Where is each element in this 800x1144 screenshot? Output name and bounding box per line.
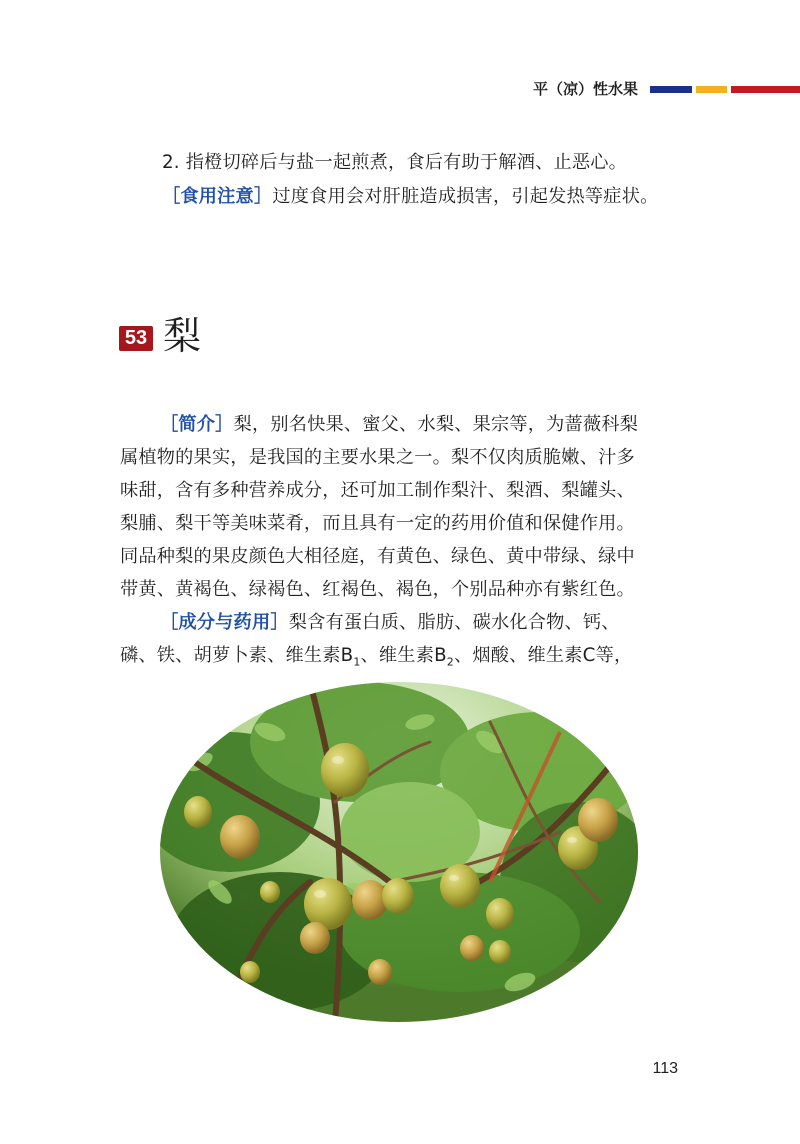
caution-tag: ［食用注意］ xyxy=(162,186,273,207)
subscript-2: 2 xyxy=(446,655,454,669)
pear-tree-photo xyxy=(160,682,638,1022)
page-number: 113 xyxy=(652,1060,678,1077)
intro-line-4: 梨脯、梨干等美味菜肴，而且具有一定的药用价值和保健作用。 xyxy=(120,513,635,534)
section-number-badge: 53 xyxy=(119,326,153,351)
page-header xyxy=(0,78,800,102)
pear-tree-illustration xyxy=(160,682,638,1022)
intro-line-5: 同品种梨的果皮颜色大相径庭，有黄色、绿色、黄中带绿、绿中 xyxy=(120,546,635,567)
intro-tag: ［简介］ xyxy=(160,414,234,435)
composition-text-2b: 、维生素B xyxy=(360,645,447,666)
intro-line-1 xyxy=(120,408,638,441)
composition-line-2 xyxy=(120,639,632,679)
composition-line-1 xyxy=(120,606,620,639)
intro-line-3: 味甜，含有多种营养成分，还可加工制作梨汁、梨酒、梨罐头、 xyxy=(120,480,635,501)
section-title: 梨 xyxy=(163,314,202,358)
header-bar-blue xyxy=(650,86,692,93)
intro-text-1: 梨，别名快果、蜜父、水梨、果宗等，为蔷薇科梨 xyxy=(233,414,639,435)
composition-text-2c: 、烟酸、维生素C等， xyxy=(453,645,633,666)
subscript-1: 1 xyxy=(353,655,361,669)
composition-text-2a: 磷、铁、胡萝卜素、维生素B xyxy=(120,645,354,666)
composition-tag: ［成分与药用］ xyxy=(160,612,289,633)
header-bar-yellow xyxy=(696,86,727,93)
chapter-title: 平（凉）性水果 xyxy=(532,80,638,98)
header-bar-red xyxy=(731,86,800,93)
intro-line-2: 属植物的果实，是我国的主要水果之一。梨不仅肉质脆嫩、汁多 xyxy=(120,447,635,468)
caution-paragraph xyxy=(162,180,658,213)
caution-text: 过度食用会对肝脏造成损害，引起发热等症状。 xyxy=(272,186,659,207)
remedy-item-2: 2. 指橙切碎后与盐一起煎煮，食后有助于解酒、止恶心。 xyxy=(162,152,628,173)
intro-line-6: 带黄、黄褐色、绿褐色、红褐色、褐色，个别品种亦有紫红色。 xyxy=(120,579,635,600)
composition-text-1: 梨含有蛋白质、脂肪、碳水化合物、钙、 xyxy=(288,612,620,633)
